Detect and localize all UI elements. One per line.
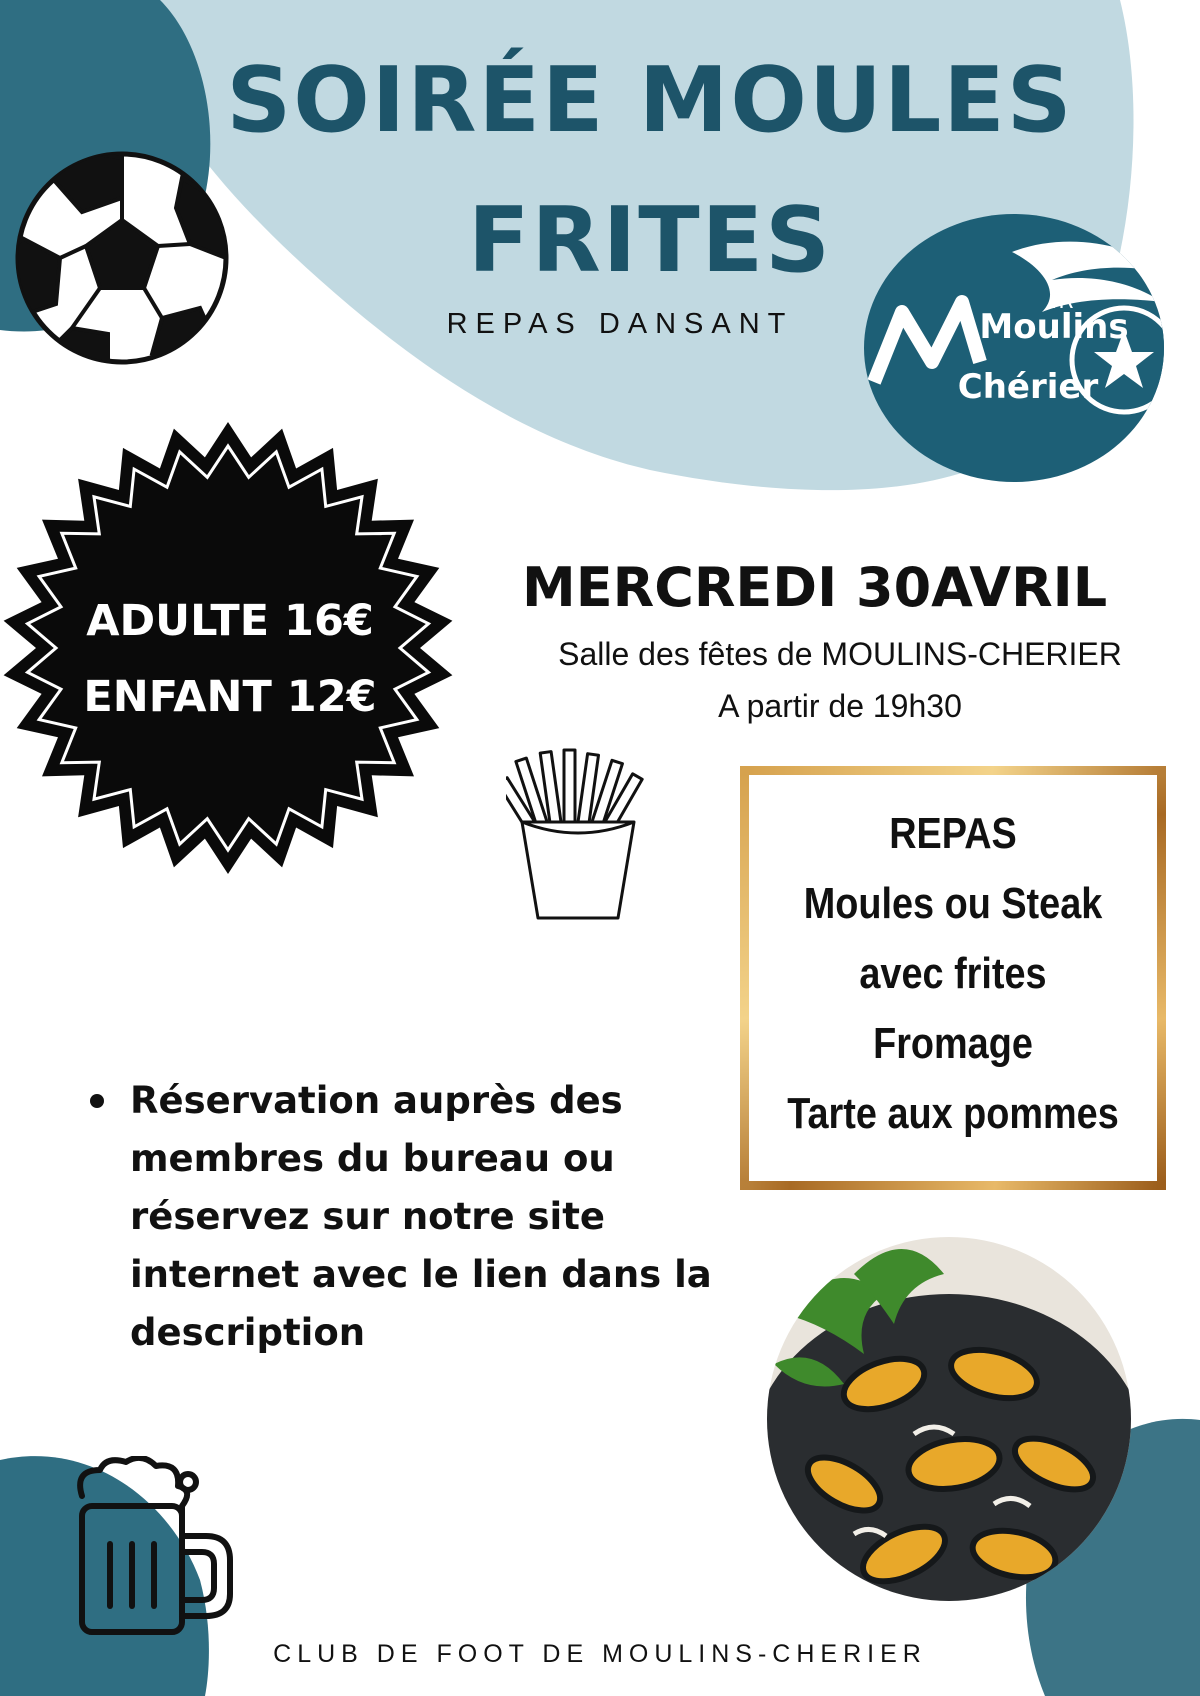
logo-badge-text: fR: [1050, 289, 1074, 314]
mussels-photo: [764, 1234, 1134, 1604]
menu-item: Fromage: [873, 1019, 1033, 1068]
reservation-line: internet avec le lien dans la: [130, 1253, 712, 1296]
fries-icon: [506, 748, 656, 920]
menu-item: avec frites: [859, 949, 1047, 998]
reservation-note: [90, 1072, 730, 1362]
menu-box: [740, 766, 1166, 1190]
logo-text-line2: Chérier: [957, 367, 1099, 407]
price-child: ENFANT 12€: [83, 672, 377, 722]
event-time: A partir de 19h30: [718, 688, 962, 724]
title-line-2: FRITES: [468, 188, 832, 293]
reservation-line: description: [130, 1311, 366, 1354]
subtitle: REPAS DANSANT: [446, 308, 794, 340]
reservation-line: membres du bureau ou: [130, 1137, 615, 1180]
menu-item: Moules ou Steak: [803, 879, 1103, 928]
menu-item: Tarte aux pommes: [787, 1089, 1119, 1138]
bullet-icon: [90, 1094, 104, 1108]
price-burst-badge: [0, 420, 480, 900]
reservation-line: réservez sur notre site: [130, 1195, 605, 1238]
event-date: MERCREDI 30AVRIL: [522, 556, 1108, 619]
logo-text-line1: Moulins: [979, 307, 1129, 347]
beer-mug-icon: [70, 1456, 240, 1640]
event-venue: Salle des fêtes de MOULINS-CHERIER: [558, 636, 1122, 672]
menu-heading: REPAS: [889, 809, 1017, 858]
footer-club-name: CLUB DE FOOT DE MOULINS-CHERIER: [273, 1640, 927, 1668]
title-line-1: SOIRÉE MOULES: [226, 48, 1074, 153]
reservation-line: Réservation auprès des: [130, 1079, 623, 1122]
price-adult: ADULTE 16€: [86, 596, 374, 646]
